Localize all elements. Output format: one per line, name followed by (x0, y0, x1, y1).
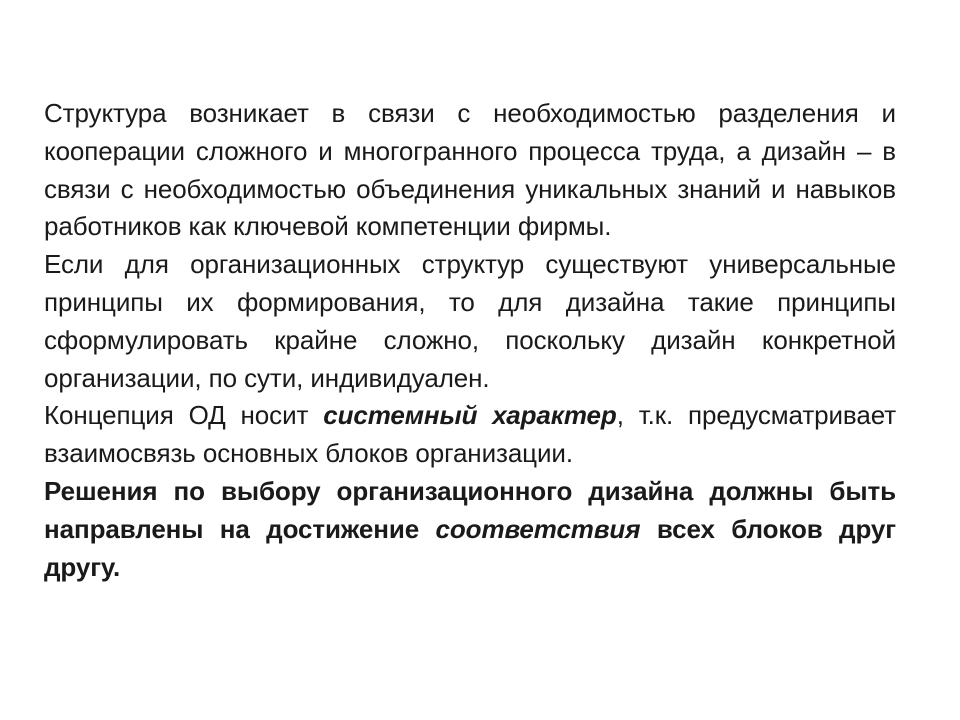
paragraph-design-principles: Если для организационных структур существуют универсальные принципы их формирования, то для дизайна такие принципы сформулировать крайне сложно, поскольку дизайн конкретной организации, по сути, индивидуален. (44, 249, 896, 393)
design-decisions-text-start: Решения по выбору организационного дизайна должны быть направлены на достижение (44, 475, 896, 544)
systemic-character-emphasis: системный характер (323, 400, 617, 431)
paragraph-od-concept (44, 397, 896, 473)
correspondence-emphasis: соответствия (435, 513, 641, 544)
design-decisions-text-end: всех блоков друг другу. (44, 513, 896, 582)
paragraph-structure-vs-design: Структура возникает в связи с необходимостью разделения и кооперации сложного и многогранного процесса труда, а дизайн – в связи с необходимостью объединения уникальных знаний и навыков работников как ключевой компетенции фирмы. (44, 98, 896, 242)
paragraph-design-decisions (44, 473, 896, 586)
od-concept-text-end: , т.к. предусматривает взаимосвязь основных блоков организации. (44, 400, 896, 469)
od-concept-text-start: Концепция ОД носит (44, 400, 324, 431)
slide-body (44, 95, 896, 586)
